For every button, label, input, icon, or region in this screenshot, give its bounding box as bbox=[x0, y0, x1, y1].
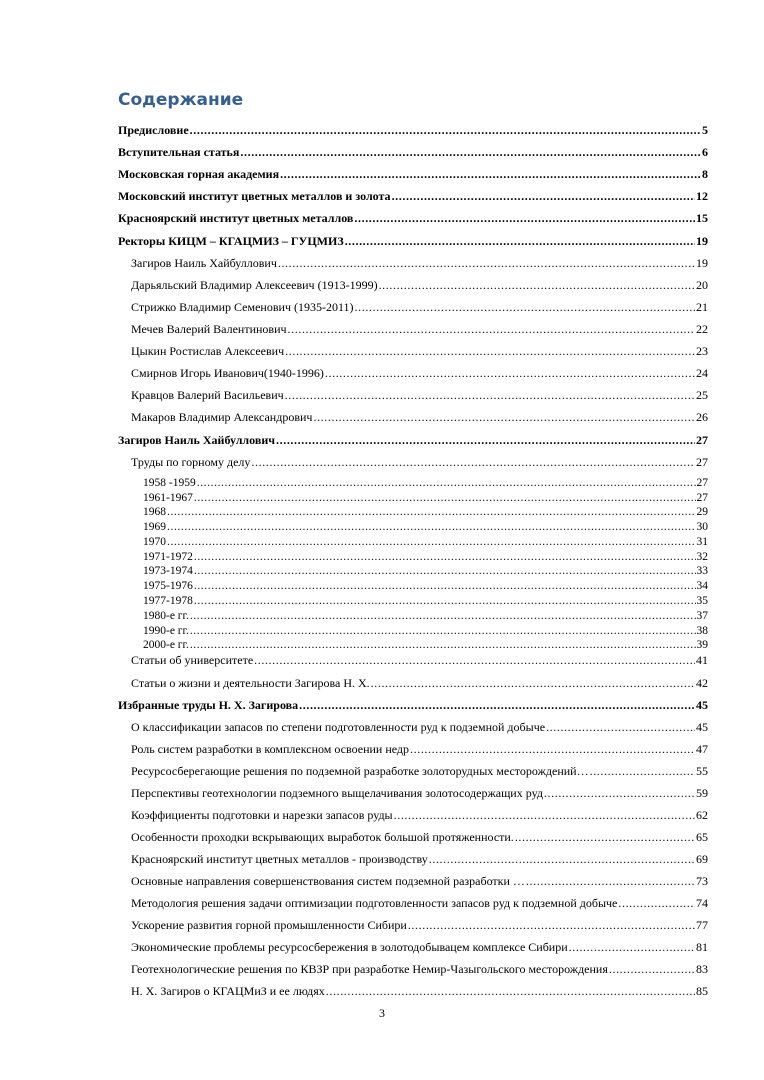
dot-leader bbox=[190, 639, 696, 651]
toc-entry[interactable] bbox=[118, 189, 708, 203]
toc-entry-title: Смирнов Игорь Иванович(1940-1996) bbox=[131, 366, 324, 380]
toc-entry[interactable] bbox=[143, 492, 708, 504]
dot-leader bbox=[345, 234, 695, 248]
toc-entry[interactable] bbox=[131, 322, 708, 336]
dot-leader bbox=[299, 698, 695, 712]
toc-entry-title: Н. Х. Загиров о КГАЦМиЗ и ее людях bbox=[131, 984, 325, 998]
toc-entry-page: 8 bbox=[702, 167, 708, 181]
toc-entry-page: 69 bbox=[696, 852, 708, 866]
toc-entry-title: Загиров Наиль Хайбуллович bbox=[118, 433, 276, 447]
dot-leader bbox=[254, 653, 695, 667]
dot-leader bbox=[190, 610, 696, 622]
dot-leader bbox=[240, 145, 701, 159]
dot-leader bbox=[371, 676, 695, 690]
dot-leader bbox=[190, 625, 696, 637]
toc-entry[interactable] bbox=[143, 639, 708, 651]
toc-entry-page: 65 bbox=[696, 830, 708, 844]
toc-entry-page: 35 bbox=[696, 595, 708, 607]
toc-entry[interactable] bbox=[131, 764, 708, 778]
toc-entry[interactable] bbox=[143, 521, 708, 533]
dot-leader bbox=[325, 366, 695, 380]
toc-entry-page: 45 bbox=[696, 698, 708, 712]
toc-entry-page: 24 bbox=[696, 366, 708, 380]
toc-entry-page: 83 bbox=[696, 962, 708, 976]
toc-entry[interactable] bbox=[143, 625, 708, 637]
toc-entry[interactable] bbox=[143, 506, 708, 518]
toc-entry-page: 42 bbox=[696, 676, 708, 690]
toc-entry-page: 26 bbox=[696, 410, 708, 424]
toc-entry[interactable] bbox=[131, 256, 708, 270]
toc-entry[interactable] bbox=[118, 167, 708, 181]
dot-leader bbox=[194, 580, 696, 592]
dot-leader bbox=[618, 896, 695, 910]
toc-entry[interactable] bbox=[131, 410, 708, 424]
toc-entry-title: 1971-1972 bbox=[143, 551, 193, 563]
dot-leader bbox=[167, 536, 696, 548]
toc-entry[interactable] bbox=[143, 477, 708, 489]
toc-entry[interactable] bbox=[118, 123, 708, 137]
toc-entry[interactable] bbox=[143, 595, 708, 607]
toc-entry-title: 1961-1967 bbox=[143, 492, 193, 504]
toc-entry-title: 1980-е гг. bbox=[143, 610, 189, 622]
dot-leader bbox=[354, 211, 695, 225]
dot-leader bbox=[569, 940, 695, 954]
toc-entry-page: 31 bbox=[696, 536, 708, 548]
toc-entry-title: 1968 bbox=[143, 506, 166, 518]
toc-entry-title: 1975-1976 bbox=[143, 580, 193, 592]
toc-entry[interactable] bbox=[131, 918, 708, 932]
toc-entry-title: Кравцов Валерий Васильевич bbox=[131, 388, 284, 402]
toc-entry-page: 6 bbox=[702, 145, 708, 159]
toc-entry-page: 27 bbox=[696, 492, 708, 504]
toc-entry-page: 12 bbox=[696, 189, 708, 203]
toc-entry-title: Коэффициенты подготовки и нарезки запасов руды bbox=[131, 808, 393, 822]
toc-entry[interactable] bbox=[131, 896, 708, 910]
toc-title: Содержание bbox=[118, 90, 244, 110]
toc-entry[interactable] bbox=[131, 962, 708, 976]
toc-entry-title: Основные направления совершенствования систем подземной разработки … bbox=[131, 874, 525, 888]
toc-entry-page: 77 bbox=[696, 918, 708, 932]
toc-entry[interactable] bbox=[131, 984, 708, 998]
toc-entry[interactable] bbox=[131, 653, 708, 667]
toc-entry-title: 2000-е гг. bbox=[143, 639, 189, 651]
toc-entry-page: 27 bbox=[696, 455, 708, 469]
toc-entry-page: 27 bbox=[696, 433, 708, 447]
toc-entry[interactable] bbox=[118, 433, 708, 447]
toc-entry-page: 19 bbox=[696, 256, 708, 270]
dot-leader bbox=[197, 477, 696, 489]
dot-leader bbox=[167, 521, 696, 533]
toc-entry-title: Ректоры КИЦМ – КГАЦМИЗ – ГУЦМИЗ bbox=[118, 234, 344, 248]
toc-entry[interactable] bbox=[131, 742, 708, 756]
dot-leader bbox=[355, 300, 695, 314]
toc-entry[interactable] bbox=[131, 278, 708, 292]
toc-entry-page: 5 bbox=[702, 123, 708, 137]
toc-entry-title: Избранные труды Н. Х. Загирова bbox=[118, 698, 299, 712]
toc-entry-page: 15 bbox=[696, 211, 708, 225]
toc-entry-title: Макаров Владимир Александрович bbox=[131, 410, 313, 424]
dot-leader bbox=[194, 492, 696, 504]
toc-entry[interactable] bbox=[118, 145, 708, 159]
dot-leader bbox=[251, 455, 695, 469]
toc-entry-title: Труды по горному делу bbox=[131, 455, 251, 469]
dot-leader bbox=[276, 433, 695, 447]
toc-entry-page: 32 bbox=[696, 551, 708, 563]
dot-leader bbox=[280, 167, 701, 181]
dot-leader bbox=[379, 278, 695, 292]
toc-entry-title: Статьи об университете bbox=[131, 653, 254, 667]
toc-entry[interactable] bbox=[131, 940, 708, 954]
toc-entry-page: 45 bbox=[696, 720, 708, 734]
toc-entry-title: Загиров Наиль Хайбуллович bbox=[131, 256, 277, 270]
dot-leader bbox=[590, 764, 695, 778]
toc-entry-page: 37 bbox=[696, 610, 708, 622]
toc-entry[interactable] bbox=[131, 344, 708, 358]
toc-entry-title: 1977-1978 bbox=[143, 595, 193, 607]
dot-leader bbox=[515, 830, 695, 844]
toc-entry-title: Экономические проблемы ресурсосбережения в золотодобывацем комплексе Сибири bbox=[131, 940, 568, 954]
toc-entry-title: Роль систем разработки в комплексном освоении недр bbox=[131, 742, 410, 756]
toc-entry-title: Стрижко Владимир Семенович (1935-2011) bbox=[131, 300, 354, 314]
dot-leader bbox=[285, 344, 695, 358]
toc-entry-page: 20 bbox=[696, 278, 708, 292]
toc-entry-title: Методология решения задачи оптимизации подготовленности запасов руд к подземной добыче bbox=[131, 896, 618, 910]
toc-entry-title: Дарьяльский Владимир Алексеевич (1913-1999) bbox=[131, 278, 378, 292]
dot-leader bbox=[288, 322, 695, 336]
toc-entry[interactable] bbox=[143, 580, 708, 592]
toc-entry[interactable] bbox=[131, 830, 708, 844]
toc-entry-title: Мечев Валерий Валентинович bbox=[131, 322, 287, 336]
toc-entry-title: О классификации запасов по степени подготовленности руд к подземной добыче bbox=[131, 720, 546, 734]
toc-entry[interactable] bbox=[143, 551, 708, 563]
dot-leader bbox=[190, 123, 701, 137]
toc-entry-page: 34 bbox=[696, 580, 708, 592]
toc-entry[interactable] bbox=[118, 211, 708, 225]
page-number: 3 bbox=[379, 1006, 385, 1020]
toc-entry-page: 38 bbox=[696, 625, 708, 637]
toc-entry[interactable] bbox=[131, 720, 708, 734]
toc-entry[interactable] bbox=[143, 565, 708, 577]
dot-leader bbox=[392, 189, 695, 203]
toc-entry-page: 27 bbox=[696, 477, 708, 489]
toc-entry-page: 29 bbox=[696, 506, 708, 518]
dot-leader bbox=[429, 852, 695, 866]
toc-entry-page: 59 bbox=[696, 786, 708, 800]
toc-entry-page: 19 bbox=[696, 234, 708, 248]
dot-leader bbox=[609, 962, 695, 976]
toc-entry-page: 39 bbox=[696, 639, 708, 651]
toc-entry-title: 1958 -1959 bbox=[143, 477, 196, 489]
dot-leader bbox=[526, 874, 695, 888]
toc-entry[interactable] bbox=[131, 852, 708, 866]
toc-entry-title: Статьи о жизни и деятельности Загирова Н. Х. bbox=[131, 676, 370, 690]
toc-entry-title: Ускорение развития горной промышленности Сибири bbox=[131, 918, 407, 932]
toc-entry-page: 30 bbox=[696, 521, 708, 533]
dot-leader bbox=[544, 786, 695, 800]
toc-entry-page: 73 bbox=[696, 874, 708, 888]
toc-entry[interactable] bbox=[143, 536, 708, 548]
dot-leader bbox=[313, 410, 695, 424]
toc-entry-title: Московский институт цветных металлов и золота bbox=[118, 189, 391, 203]
toc-entry-page: 81 bbox=[696, 940, 708, 954]
toc-entry-title: Красноярский институт цветных металлов - производству bbox=[131, 852, 428, 866]
toc-entry[interactable] bbox=[131, 786, 708, 800]
toc-entry-page: 74 bbox=[696, 896, 708, 910]
dot-leader bbox=[394, 808, 695, 822]
toc-entry-page: 22 bbox=[696, 322, 708, 336]
toc-entry[interactable] bbox=[118, 234, 708, 248]
toc-entry-page: 23 bbox=[696, 344, 708, 358]
toc-entry-title: Особенности проходки вскрывающих выработок большой протяженности. bbox=[131, 830, 514, 844]
toc-entry-title: Перспективы геотехнологии подземного выщелачивания золотосодержащих руд bbox=[131, 786, 543, 800]
toc-entry-title: 1973-1974 bbox=[143, 565, 193, 577]
toc-entry-page: 25 bbox=[696, 388, 708, 402]
dot-leader bbox=[408, 918, 695, 932]
dot-leader bbox=[194, 595, 696, 607]
toc-entry-title: Геотехнологические решения по КВЗР при разработке Немир-Чазыгольского месторождения bbox=[131, 962, 608, 976]
toc-entry[interactable] bbox=[131, 874, 708, 888]
toc-entry[interactable] bbox=[131, 808, 708, 822]
toc-entry[interactable] bbox=[143, 610, 708, 622]
dot-leader bbox=[278, 256, 695, 270]
toc-entry-page: 85 bbox=[696, 984, 708, 998]
toc-entry-page: 21 bbox=[696, 300, 708, 314]
dot-leader bbox=[167, 506, 696, 518]
toc-entry-page: 62 bbox=[696, 808, 708, 822]
toc-entry-title: Красноярский институт цветных металлов bbox=[118, 211, 354, 225]
toc-entry-page: 55 bbox=[696, 764, 708, 778]
toc-entry[interactable] bbox=[131, 366, 708, 380]
dot-leader bbox=[285, 388, 695, 402]
dot-leader bbox=[194, 551, 696, 563]
dot-leader bbox=[194, 565, 696, 577]
toc-entry-page: 41 bbox=[696, 653, 708, 667]
toc-entry-page: 47 bbox=[696, 742, 708, 756]
toc-entry-title: Ресурсосберегающие решения по подземной разработке золоторудных месторождений… bbox=[131, 764, 589, 778]
toc-entry[interactable] bbox=[118, 698, 708, 712]
toc-entry[interactable] bbox=[131, 455, 708, 469]
toc-entry[interactable] bbox=[131, 676, 708, 690]
toc-entry-title: Московская горная академия bbox=[118, 167, 280, 181]
toc-entry-title: Цыкин Ростислав Алексеевич bbox=[131, 344, 285, 358]
toc-entry-title: Предисловие bbox=[118, 123, 189, 137]
toc-entry-title: 1970 bbox=[143, 536, 166, 548]
toc-entry[interactable] bbox=[131, 300, 708, 314]
toc-entry-title: Вступительная статья bbox=[118, 145, 240, 159]
dot-leader bbox=[546, 720, 695, 734]
toc-entry-page: 33 bbox=[696, 565, 708, 577]
toc-entry-title: 1990-е гг. bbox=[143, 625, 189, 637]
dot-leader bbox=[410, 742, 695, 756]
dot-leader bbox=[326, 984, 695, 998]
toc-entry-title: 1969 bbox=[143, 521, 166, 533]
toc-entry[interactable] bbox=[131, 388, 708, 402]
